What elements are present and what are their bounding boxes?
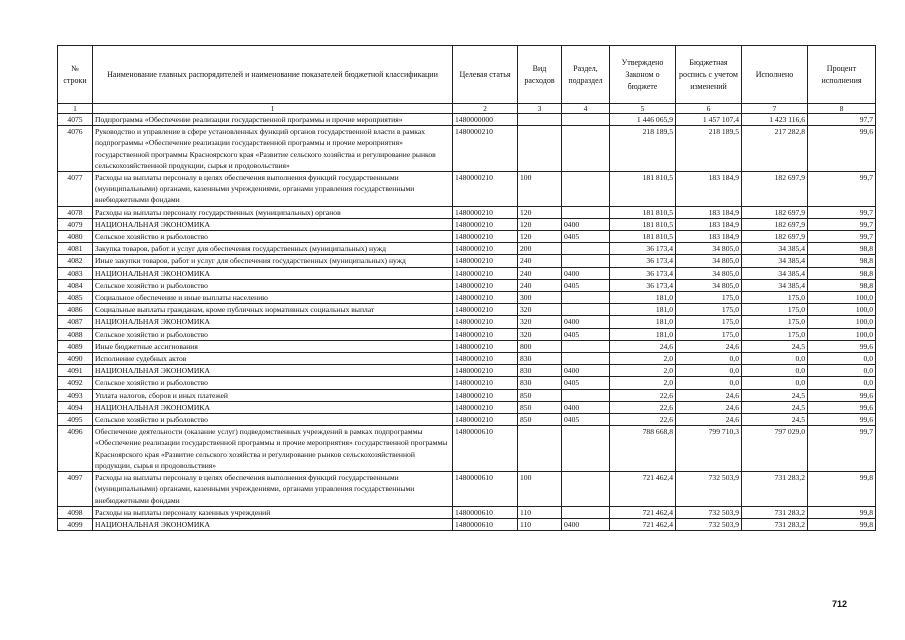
approved-amount: 2,0 (610, 353, 676, 365)
executed-amount: 175,0 (742, 316, 808, 328)
section-code (562, 255, 610, 267)
indicator-name: Сельское хозяйство и рыболовство (93, 279, 453, 291)
column-number: 2 (453, 104, 518, 114)
schedule-amount: 732 503,9 (676, 518, 742, 530)
row-number: 4077 (58, 172, 93, 207)
approved-amount: 36 173,4 (610, 243, 676, 255)
column-number-row (58, 104, 876, 114)
approved-amount: 181,0 (610, 328, 676, 340)
indicator-name: Исполнение судебных актов (93, 353, 453, 365)
approved-amount: 36 173,4 (610, 255, 676, 267)
target-article: 1480000210 (453, 328, 518, 340)
header-target-article: Целевая статья (453, 46, 518, 104)
section-code: 0400 (562, 267, 610, 279)
target-article: 1480000210 (453, 414, 518, 426)
table-row (58, 506, 876, 518)
target-article: 1480000210 (453, 389, 518, 401)
header-executed: Исполнено (742, 46, 808, 104)
execution-percent: 99,6 (808, 389, 876, 401)
section-code (562, 304, 610, 316)
row-number: 4090 (58, 353, 93, 365)
indicator-name: НАЦИОНАЛЬНАЯ ЭКОНОМИКА (93, 267, 453, 279)
target-article: 1480000210 (453, 126, 518, 172)
table-row (58, 389, 876, 401)
expense-type: 240 (518, 267, 562, 279)
table-row (58, 304, 876, 316)
table-row (58, 114, 876, 126)
target-article: 1480000610 (453, 472, 518, 507)
executed-amount: 34 385,4 (742, 267, 808, 279)
table-row (58, 279, 876, 291)
expense-type: 240 (518, 279, 562, 291)
schedule-amount: 24,6 (676, 389, 742, 401)
section-code (562, 292, 610, 304)
execution-percent: 97,7 (808, 114, 876, 126)
indicator-name: Социальное обеспечение и иные выплаты населению (93, 292, 453, 304)
executed-amount: 182 697,9 (742, 218, 808, 230)
page-number: 712 (832, 599, 848, 609)
schedule-amount: 34 805,0 (676, 255, 742, 267)
executed-amount: 217 282,8 (742, 126, 808, 172)
expense-type: 100 (518, 172, 562, 207)
table-row (58, 255, 876, 267)
indicator-name: Расходы на выплаты персоналу казенных учреждений (93, 506, 453, 518)
section-code: 0405 (562, 328, 610, 340)
header-row (58, 46, 876, 104)
target-article: 1480000210 (453, 267, 518, 279)
approved-amount: 218 189,5 (610, 126, 676, 172)
row-number: 4099 (58, 518, 93, 530)
schedule-amount: 175,0 (676, 328, 742, 340)
section-code: 0405 (562, 414, 610, 426)
expense-type: 850 (518, 414, 562, 426)
execution-percent: 0,0 (808, 377, 876, 389)
approved-amount: 721 462,4 (610, 506, 676, 518)
column-number: 5 (610, 104, 676, 114)
row-number: 4081 (58, 243, 93, 255)
row-number: 4096 (58, 426, 93, 472)
target-article: 1480000210 (453, 377, 518, 389)
indicator-name: Расходы на выплаты персоналу в целях обеспечения выполнения функций государственными (муниципальными) органами, казенными учреждениями, органами управления государственными внебюджетными фондами (93, 472, 453, 507)
executed-amount: 34 385,4 (742, 255, 808, 267)
execution-percent: 99,7 (808, 172, 876, 207)
table-row (58, 426, 876, 472)
approved-amount: 2,0 (610, 377, 676, 389)
indicator-name: НАЦИОНАЛЬНАЯ ЭКОНОМИКА (93, 218, 453, 230)
schedule-amount: 175,0 (676, 316, 742, 328)
approved-amount: 788 668,8 (610, 426, 676, 472)
approved-amount: 22,6 (610, 401, 676, 413)
row-number: 4093 (58, 389, 93, 401)
schedule-amount: 175,0 (676, 292, 742, 304)
expense-type: 850 (518, 389, 562, 401)
column-number: 1 (58, 104, 93, 114)
execution-percent: 99,6 (808, 340, 876, 352)
executed-amount: 175,0 (742, 328, 808, 340)
execution-percent: 99,8 (808, 472, 876, 507)
executed-amount: 182 697,9 (742, 231, 808, 243)
indicator-name: Расходы на выплаты персоналу в целях обеспечения выполнения функций государственными (муниципальными) органами, казенными учреждениями, органами управления государственными внебюджетными фондами (93, 172, 453, 207)
schedule-amount: 34 805,0 (676, 279, 742, 291)
schedule-amount: 0,0 (676, 377, 742, 389)
table-row (58, 316, 876, 328)
expense-type: 850 (518, 401, 562, 413)
indicator-name: Уплата налогов, сборов и иных платежей (93, 389, 453, 401)
indicator-name: Сельское хозяйство и рыболовство (93, 377, 453, 389)
section-code (562, 340, 610, 352)
executed-amount: 34 385,4 (742, 243, 808, 255)
table-row (58, 243, 876, 255)
execution-percent: 98,8 (808, 267, 876, 279)
executed-amount: 175,0 (742, 304, 808, 316)
target-article: 1480000210 (453, 304, 518, 316)
target-article: 1480000000 (453, 114, 518, 126)
execution-percent: 0,0 (808, 365, 876, 377)
execution-percent: 98,8 (808, 279, 876, 291)
target-article: 1480000610 (453, 518, 518, 530)
section-code: 0400 (562, 218, 610, 230)
target-article: 1480000210 (453, 206, 518, 218)
execution-percent: 98,8 (808, 243, 876, 255)
target-article: 1480000210 (453, 231, 518, 243)
schedule-amount: 0,0 (676, 365, 742, 377)
expense-type: 110 (518, 518, 562, 530)
row-number: 4086 (58, 304, 93, 316)
executed-amount: 0,0 (742, 353, 808, 365)
expense-type: 200 (518, 243, 562, 255)
executed-amount: 0,0 (742, 377, 808, 389)
header-approved: Утверждено Законом о бюджете (610, 46, 676, 104)
expense-type: 320 (518, 304, 562, 316)
header-section: Раздел, подраздел (562, 46, 610, 104)
indicator-name: Иные бюджетные ассигнования (93, 340, 453, 352)
schedule-amount: 183 184,9 (676, 231, 742, 243)
target-article: 1480000210 (453, 218, 518, 230)
execution-percent: 100,0 (808, 292, 876, 304)
indicator-name: Иные закупки товаров, работ и услуг для обеспечения государственных (муниципальных) нужд (93, 255, 453, 267)
expense-type (518, 126, 562, 172)
table-row (58, 267, 876, 279)
approved-amount: 36 173,4 (610, 279, 676, 291)
expense-type: 830 (518, 365, 562, 377)
executed-amount: 1 423 116,6 (742, 114, 808, 126)
target-article: 1480000210 (453, 243, 518, 255)
approved-amount: 181,0 (610, 304, 676, 316)
row-number: 4097 (58, 472, 93, 507)
executed-amount: 182 697,9 (742, 172, 808, 207)
execution-percent: 99,7 (808, 218, 876, 230)
expense-type: 240 (518, 255, 562, 267)
section-code: 0400 (562, 401, 610, 413)
schedule-amount: 732 503,9 (676, 472, 742, 507)
column-number: 7 (742, 104, 808, 114)
expense-type: 100 (518, 472, 562, 507)
table-row (58, 292, 876, 304)
executed-amount: 24,5 (742, 414, 808, 426)
row-number: 4095 (58, 414, 93, 426)
table-row (58, 340, 876, 352)
section-code: 0405 (562, 231, 610, 243)
indicator-name: Сельское хозяйство и рыболовство (93, 231, 453, 243)
table-row (58, 353, 876, 365)
section-code (562, 472, 610, 507)
header-percent: Процент исполнения (808, 46, 876, 104)
header-expense-type: Вид расходов (518, 46, 562, 104)
row-number: 4098 (58, 506, 93, 518)
schedule-amount: 24,6 (676, 401, 742, 413)
row-number: 4088 (58, 328, 93, 340)
expense-type (518, 426, 562, 472)
executed-amount: 731 283,2 (742, 472, 808, 507)
approved-amount: 36 173,4 (610, 267, 676, 279)
indicator-name: Социальные выплаты гражданам, кроме публичных нормативных социальных выплат (93, 304, 453, 316)
executed-amount: 797 029,0 (742, 426, 808, 472)
schedule-amount: 183 184,9 (676, 172, 742, 207)
column-number: 8 (808, 104, 876, 114)
row-number: 4082 (58, 255, 93, 267)
execution-percent: 99,7 (808, 206, 876, 218)
execution-percent: 100,0 (808, 328, 876, 340)
approved-amount: 22,6 (610, 389, 676, 401)
target-article: 1480000610 (453, 506, 518, 518)
expense-type: 830 (518, 377, 562, 389)
approved-amount: 181 810,5 (610, 206, 676, 218)
header-name: Наименование главных распорядителей и наименование показателей бюджетной классификации (93, 46, 453, 104)
section-code: 0400 (562, 518, 610, 530)
section-code (562, 114, 610, 126)
row-number: 4089 (58, 340, 93, 352)
table-row (58, 172, 876, 207)
execution-percent: 100,0 (808, 316, 876, 328)
table-row (58, 126, 876, 172)
schedule-amount: 175,0 (676, 304, 742, 316)
indicator-name: НАЦИОНАЛЬНАЯ ЭКОНОМИКА (93, 518, 453, 530)
table-row (58, 328, 876, 340)
expense-type: 300 (518, 292, 562, 304)
target-article: 1480000210 (453, 292, 518, 304)
approved-amount: 181 810,5 (610, 231, 676, 243)
expense-type: 320 (518, 316, 562, 328)
row-number: 4075 (58, 114, 93, 126)
section-code (562, 426, 610, 472)
executed-amount: 34 385,4 (742, 279, 808, 291)
target-article: 1480000210 (453, 353, 518, 365)
section-code: 0400 (562, 365, 610, 377)
header-row-number: № строки (58, 46, 93, 104)
schedule-amount: 0,0 (676, 353, 742, 365)
section-code (562, 172, 610, 207)
execution-percent: 99,7 (808, 231, 876, 243)
column-number: 4 (562, 104, 610, 114)
section-code: 0405 (562, 377, 610, 389)
schedule-amount: 732 503,9 (676, 506, 742, 518)
table-row (58, 231, 876, 243)
table-row (58, 365, 876, 377)
table-row (58, 414, 876, 426)
target-article: 1480000210 (453, 316, 518, 328)
schedule-amount: 183 184,9 (676, 206, 742, 218)
row-number: 4076 (58, 126, 93, 172)
indicator-name: Подпрограмма «Обеспечение реализации государственной программы и прочие мероприятия» (93, 114, 453, 126)
row-number: 4080 (58, 231, 93, 243)
schedule-amount: 24,6 (676, 414, 742, 426)
section-code: 0400 (562, 316, 610, 328)
row-number: 4079 (58, 218, 93, 230)
target-article: 1480000210 (453, 279, 518, 291)
row-number: 4085 (58, 292, 93, 304)
indicator-name: Расходы на выплаты персоналу государственных (муниципальных) органов (93, 206, 453, 218)
row-number: 4091 (58, 365, 93, 377)
execution-percent: 100,0 (808, 304, 876, 316)
executed-amount: 731 283,2 (742, 506, 808, 518)
budget-table (57, 45, 876, 531)
expense-type (518, 114, 562, 126)
row-number: 4087 (58, 316, 93, 328)
executed-amount: 175,0 (742, 292, 808, 304)
target-article: 1480000210 (453, 172, 518, 207)
row-number: 4092 (58, 377, 93, 389)
indicator-name: Закупка товаров, работ и услуг для обеспечения государственных (муниципальных) нужд (93, 243, 453, 255)
row-number: 4078 (58, 206, 93, 218)
section-code (562, 243, 610, 255)
schedule-amount: 34 805,0 (676, 267, 742, 279)
row-number: 4083 (58, 267, 93, 279)
approved-amount: 1 446 065,9 (610, 114, 676, 126)
approved-amount: 721 462,4 (610, 518, 676, 530)
execution-percent: 99,6 (808, 401, 876, 413)
target-article: 1480000210 (453, 340, 518, 352)
section-code (562, 389, 610, 401)
executed-amount: 731 283,2 (742, 518, 808, 530)
indicator-name: Сельское хозяйство и рыболовство (93, 328, 453, 340)
indicator-name: НАЦИОНАЛЬНАЯ ЭКОНОМИКА (93, 365, 453, 377)
schedule-amount: 34 805,0 (676, 243, 742, 255)
expense-type: 830 (518, 353, 562, 365)
section-code: 0405 (562, 279, 610, 291)
indicator-name: Руководство и управление в сфере установленных функций органов государственной власти в рамках подпрограммы «Обеспечение реализации государственной программы и прочие мероприятия» государственной программы Красноярского края «Развитие сельского хозяйства и регулирование рынков сельскохозяйственной продукции, сырья и продовольствия» (93, 126, 453, 172)
indicator-name: НАЦИОНАЛЬНАЯ ЭКОНОМИКА (93, 401, 453, 413)
executed-amount: 182 697,9 (742, 206, 808, 218)
target-article: 1480000210 (453, 255, 518, 267)
column-number: 6 (676, 104, 742, 114)
executed-amount: 24,5 (742, 401, 808, 413)
table-row (58, 518, 876, 530)
approved-amount: 181,0 (610, 316, 676, 328)
expense-type: 110 (518, 506, 562, 518)
header-budget-schedule: Бюджетная роспись с учетом изменений (676, 46, 742, 104)
row-number: 4094 (58, 401, 93, 413)
execution-percent: 99,6 (808, 126, 876, 172)
table-row (58, 377, 876, 389)
schedule-amount: 183 184,9 (676, 218, 742, 230)
executed-amount: 24,5 (742, 389, 808, 401)
expense-type: 120 (518, 231, 562, 243)
column-number: 3 (518, 104, 562, 114)
expense-type: 320 (518, 328, 562, 340)
expense-type: 120 (518, 206, 562, 218)
expense-type: 800 (518, 340, 562, 352)
section-code (562, 126, 610, 172)
schedule-amount: 218 189,5 (676, 126, 742, 172)
execution-percent: 0,0 (808, 353, 876, 365)
indicator-name: Сельское хозяйство и рыболовство (93, 414, 453, 426)
expense-type: 120 (518, 218, 562, 230)
approved-amount: 181 810,5 (610, 218, 676, 230)
execution-percent: 99,8 (808, 506, 876, 518)
approved-amount: 2,0 (610, 365, 676, 377)
section-code (562, 206, 610, 218)
approved-amount: 24,6 (610, 340, 676, 352)
target-article: 1480000610 (453, 426, 518, 472)
column-number: 1 (93, 104, 453, 114)
execution-percent: 99,8 (808, 518, 876, 530)
table-row (58, 218, 876, 230)
execution-percent: 99,7 (808, 426, 876, 472)
table-row (58, 206, 876, 218)
section-code (562, 506, 610, 518)
target-article: 1480000210 (453, 365, 518, 377)
approved-amount: 181,0 (610, 292, 676, 304)
executed-amount: 0,0 (742, 365, 808, 377)
indicator-name: Обеспечение деятельности (оказание услуг) подведомственных учреждений в рамках подпрограммы «Обеспечение реализации государственной программы и прочие мероприятия» государственной программы Красноярского края «Развитие сельского хозяйства и регулирование рынков сельскохозяйственной продукции, сырья и продовольствия» (93, 426, 453, 472)
table-row (58, 472, 876, 507)
approved-amount: 721 462,4 (610, 472, 676, 507)
indicator-name: НАЦИОНАЛЬНАЯ ЭКОНОМИКА (93, 316, 453, 328)
approved-amount: 181 810,5 (610, 172, 676, 207)
approved-amount: 22,6 (610, 414, 676, 426)
execution-percent: 99,6 (808, 414, 876, 426)
schedule-amount: 799 710,3 (676, 426, 742, 472)
execution-percent: 98,8 (808, 255, 876, 267)
executed-amount: 24,5 (742, 340, 808, 352)
section-code (562, 353, 610, 365)
schedule-amount: 24,6 (676, 340, 742, 352)
target-article: 1480000210 (453, 401, 518, 413)
row-number: 4084 (58, 279, 93, 291)
schedule-amount: 1 457 107,4 (676, 114, 742, 126)
table-row (58, 401, 876, 413)
